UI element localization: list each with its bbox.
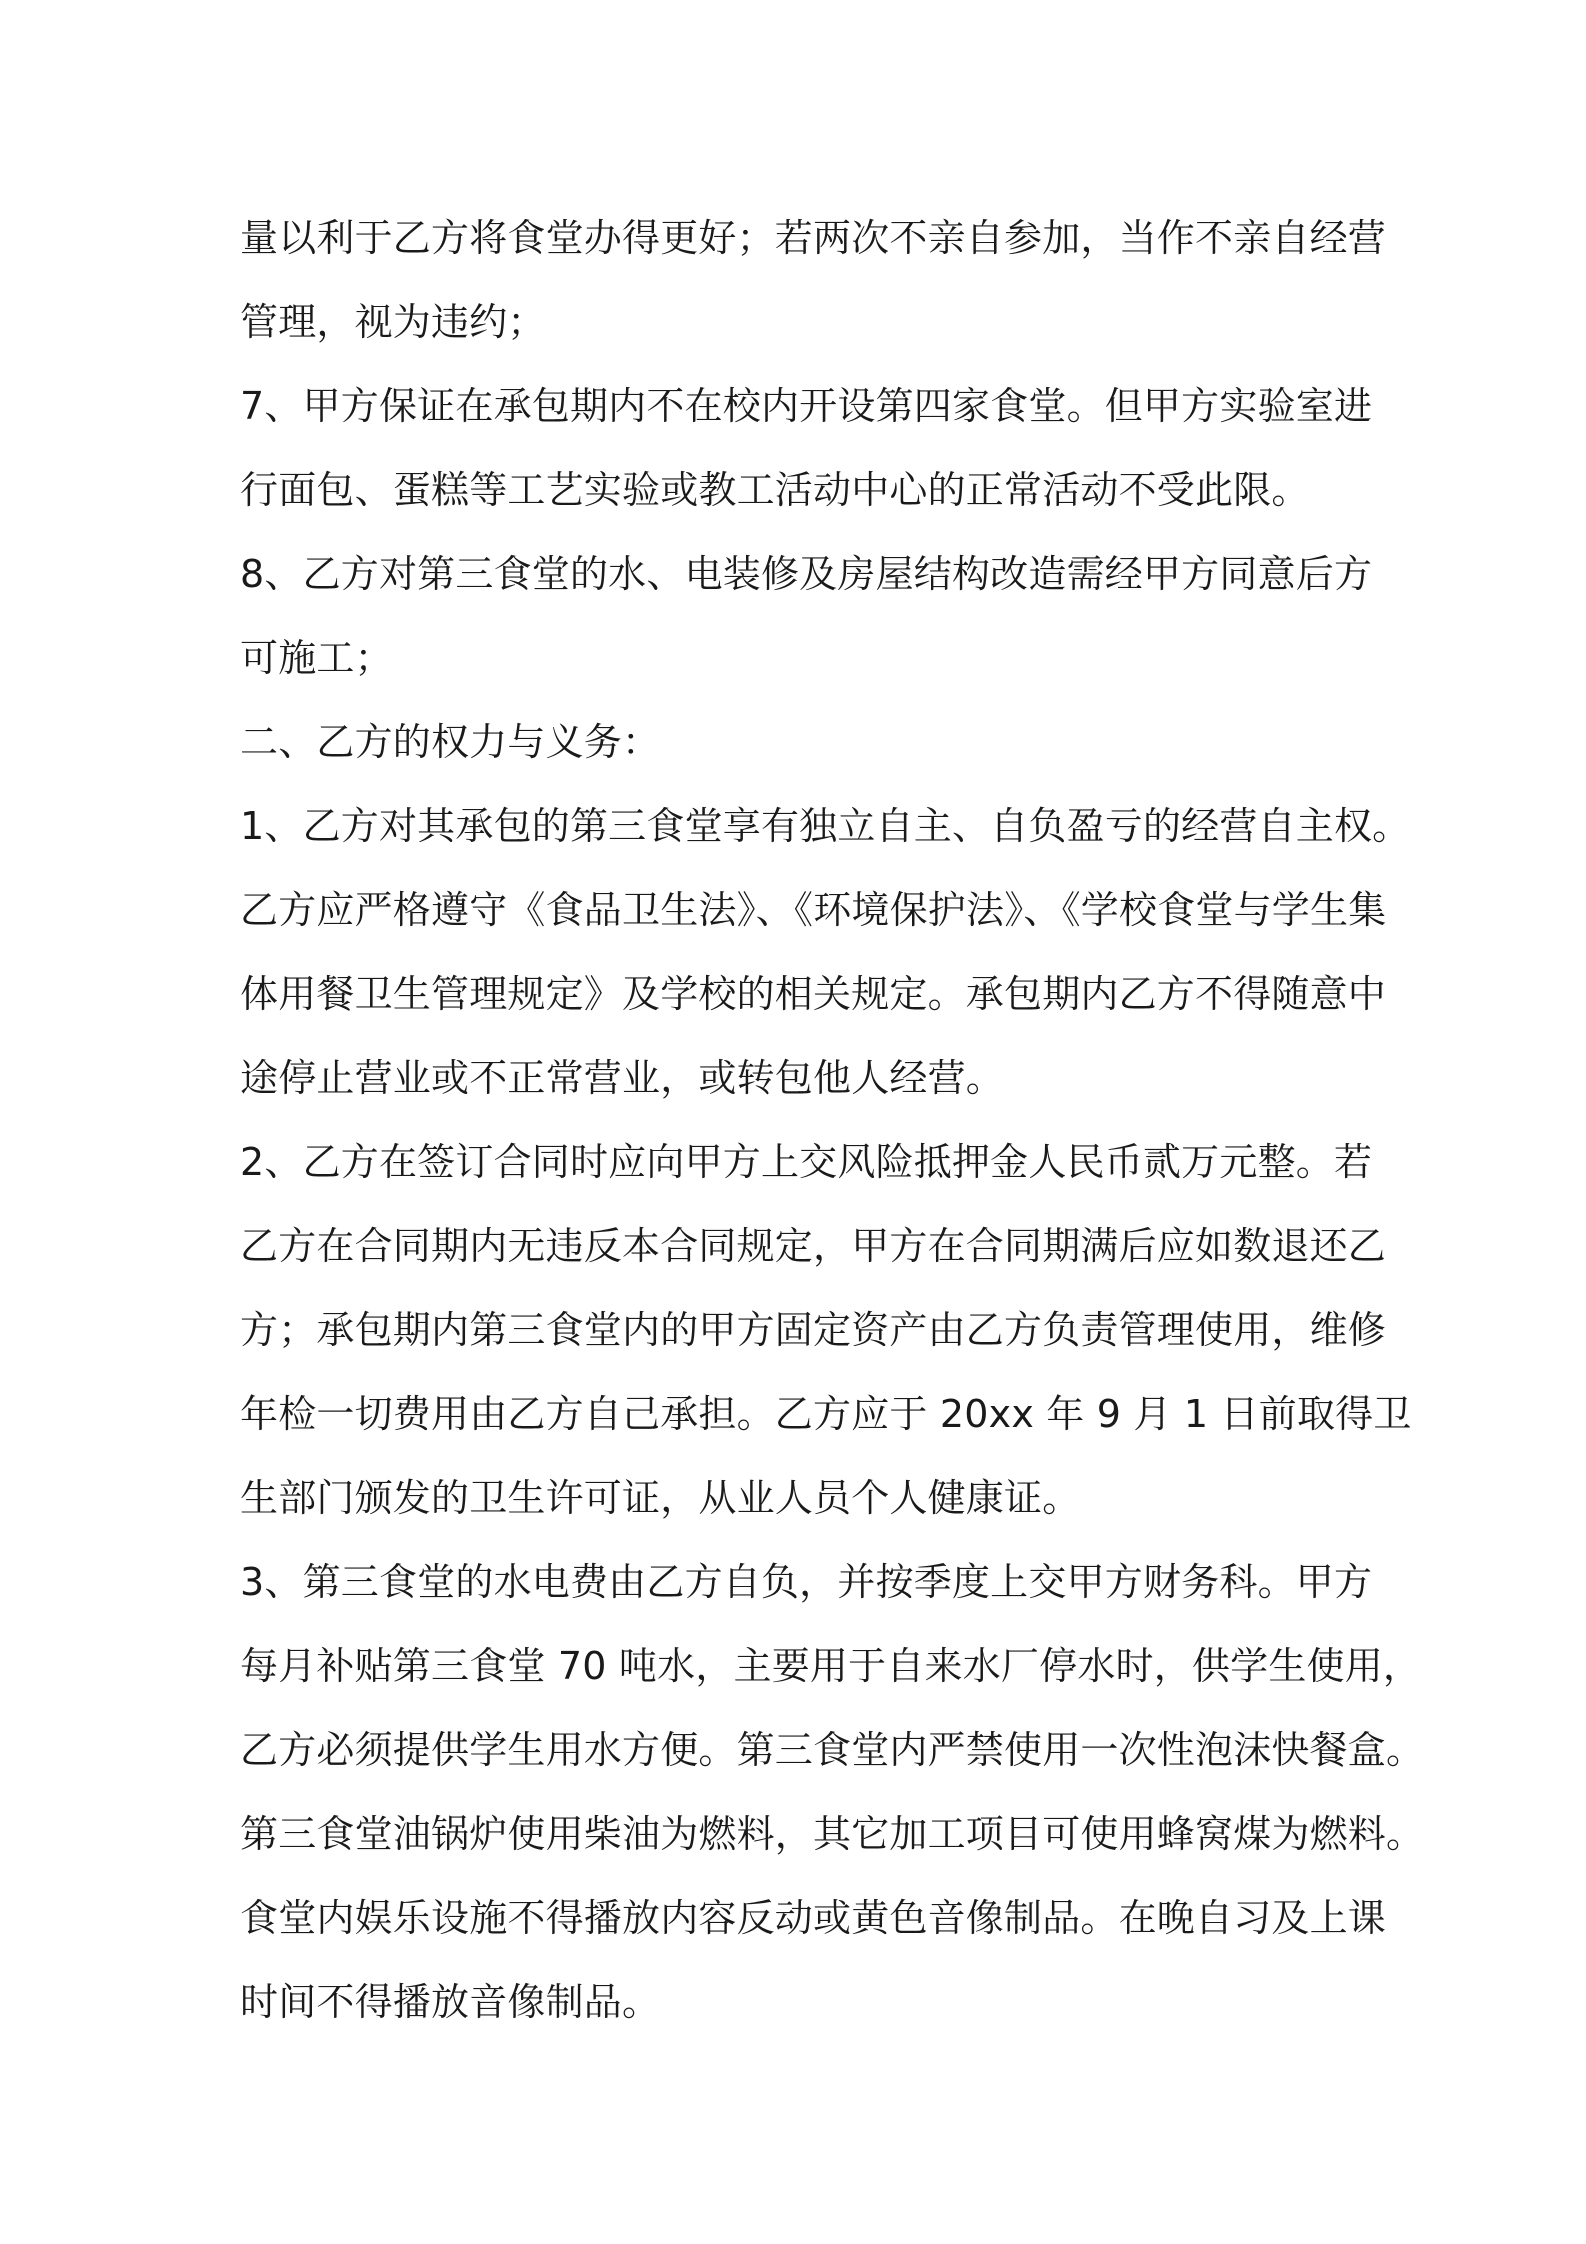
text-line: 途停止营业或不正常营业，或转包他人经营。 xyxy=(240,1056,1005,1100)
text-line: 1、乙方对其承包的第三食堂享有独立自主、自负盈亏的经营自主权。 xyxy=(240,804,1411,848)
text-line: 乙方在合同期内无违反本合同规定，甲方在合同期满后应如数退还乙 xyxy=(240,1224,1387,1268)
text-line: 量以利于乙方将食堂办得更好；若两次不亲自参加，当作不亲自经营 xyxy=(240,216,1387,260)
section-heading: 二、乙方的权力与义务： xyxy=(240,720,661,764)
text-line: 方；承包期内第三食堂内的甲方固定资产由乙方负责管理使用，维修 xyxy=(240,1308,1387,1352)
document-body xyxy=(240,196,1425,2044)
text-line: 8、乙方对第三食堂的水、电装修及房屋结构改造需经甲方同意后方 xyxy=(240,552,1373,596)
text-line: 管理，视为违约； xyxy=(240,300,546,344)
text-line: 第三食堂油锅炉使用柴油为燃料，其它加工项目可使用蜂窝煤为燃料。 xyxy=(240,1812,1425,1856)
text-line: 年检一切费用由乙方自己承担。乙方应于 20xx 年 9 月 1 日前取得卫 xyxy=(240,1392,1412,1436)
text-line: 食堂内娱乐设施不得播放内容反动或黄色音像制品。在晚自习及上课 xyxy=(240,1896,1387,1940)
text-line: 体用餐卫生管理规定》及学校的相关规定。承包期内乙方不得随意中 xyxy=(240,972,1387,1016)
text-line: 2、乙方在签订合同时应向甲方上交风险抵押金人民币贰万元整。若 xyxy=(240,1140,1373,1184)
text-line: 每月补贴第三食堂 70 吨水，主要用于自来水厂停水时，供学生使用， xyxy=(240,1644,1422,1688)
text-line: 乙方必须提供学生用水方便。第三食堂内严禁使用一次性泡沫快餐盒。 xyxy=(240,1728,1425,1772)
text-line: 7、甲方保证在承包期内不在校内开设第四家食堂。但甲方实验室进 xyxy=(240,384,1373,428)
text-line: 乙方应严格遵守《食品卫生法》、《环境保护法》、《学校食堂与学生集 xyxy=(240,888,1387,932)
text-line: 可施工； xyxy=(240,636,393,680)
text-line: 3、第三食堂的水电费由乙方自负，并按季度上交甲方财务科。甲方 xyxy=(240,1560,1373,1604)
text-line: 行面包、蛋糕等工艺实验或教工活动中心的正常活动不受此限。 xyxy=(240,468,1310,512)
text-line: 生部门颁发的卫生许可证，从业人员个人健康证。 xyxy=(240,1476,1081,1520)
text-line: 时间不得播放音像制品。 xyxy=(240,1980,661,2024)
